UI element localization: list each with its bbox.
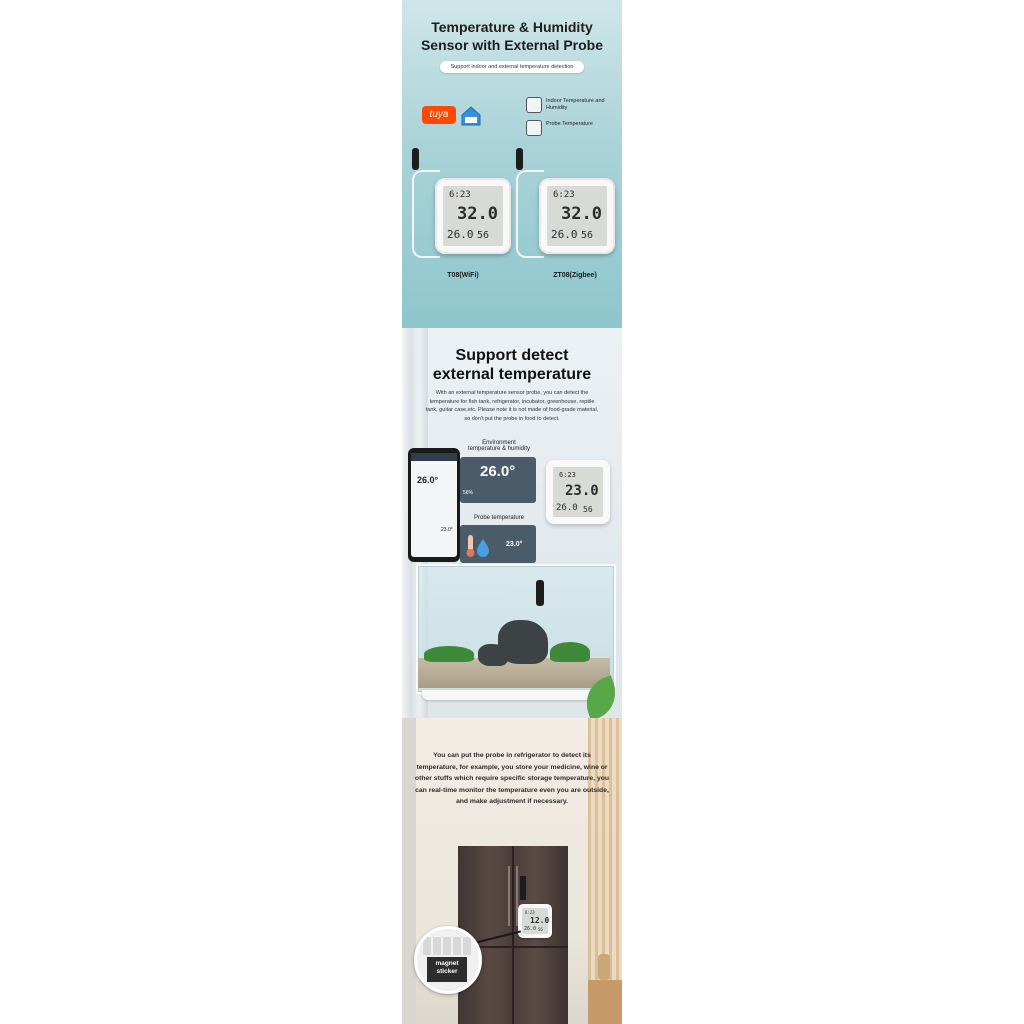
sensor-device [546,460,610,524]
sensor-device-on-fridge [518,904,552,938]
probe-card [460,525,536,563]
vase-image [598,954,610,980]
probe-tip [412,148,419,170]
phone-mockup [408,448,460,562]
env-card-value: 26.0° [480,463,516,480]
model-label-wifi: T08(WiFi) [447,272,479,279]
section-description: With an external temperature sensor probe, you can detect the temperature for fish tank, refrigerator, incubator, greenhouse, reptile tank, guitar case,etc. Please note it is not made of food-grade material, so don't put the probe in food to detect. [425,390,599,422]
refrigerator-section [402,718,622,1024]
side-shelf [588,980,622,1024]
tuya-logo: tuya [422,106,456,124]
smart-home-logo [460,104,482,126]
hero-title: Temperature & Humidity Sensor with External Probe [420,19,604,53]
env-card [460,457,536,503]
env-card-humidity: 56% [463,490,474,496]
fridge-control-panel [520,876,526,900]
probe-in-water [536,580,544,606]
section-title: Support detect external temperature [432,347,592,383]
thermometer-droplet-icon [464,533,490,559]
aquarium-plant [550,642,590,662]
section-description: You can put the probe in refrigerator to detect its temperature, for example, you store your medicine, wine or other stuffs which require specific storage temperature, you can real-time monitor the temperature even you are outside, and make adjustment if necessary. [414,752,610,805]
probe-label: Probe temperature [473,515,525,521]
magnet-sticker-label: magnet sticker [427,957,467,982]
lcd-display: 6:23 23.0 26.0 56 [553,467,603,517]
lcd-display: 6:23 12.0 26.0 56 [524,910,550,932]
product-strip [402,0,622,1024]
aquarium-stand [422,690,608,700]
aquarium-rock [478,644,508,666]
lcd-display: 6:23 32.0 26.0 56 [547,186,607,246]
env-label: Environment temperature & humidity [467,440,531,452]
hero-section: Temperature & Humidity Sensor with External Probe Support indoor and external temperature detection tuya Indoor Temperature and Humidity Probe Temperature 6:23 32.0 26.0 56 T08(WiFi) 6:23 32.0 26.0 56 ZT08(Zigbee) [402,0,622,328]
probe-thermometer-icon [526,120,542,136]
aquarium-plant [424,646,474,662]
feature-pill: Support indoor and external temperature detection [440,61,584,73]
model-label-zigbee: ZT08(Zigbee) [553,272,597,279]
sensor-device-wifi [435,178,511,254]
probe-tip [516,148,523,170]
lcd-display: 6:23 32.0 26.0 56 [443,186,503,246]
phone-screen [411,453,457,557]
app-header-bar [411,453,457,461]
device-back-view [423,937,473,955]
sensor-device-zigbee [539,178,615,254]
external-temp-section [402,328,622,718]
phone-probe-temperature: 23.0° [441,527,453,533]
magnet-sticker-callout [414,926,482,994]
probe-card-value: 23.0° [506,541,523,548]
thermometer-humidity-icon [526,97,542,113]
phone-temperature: 26.0° [417,475,439,485]
